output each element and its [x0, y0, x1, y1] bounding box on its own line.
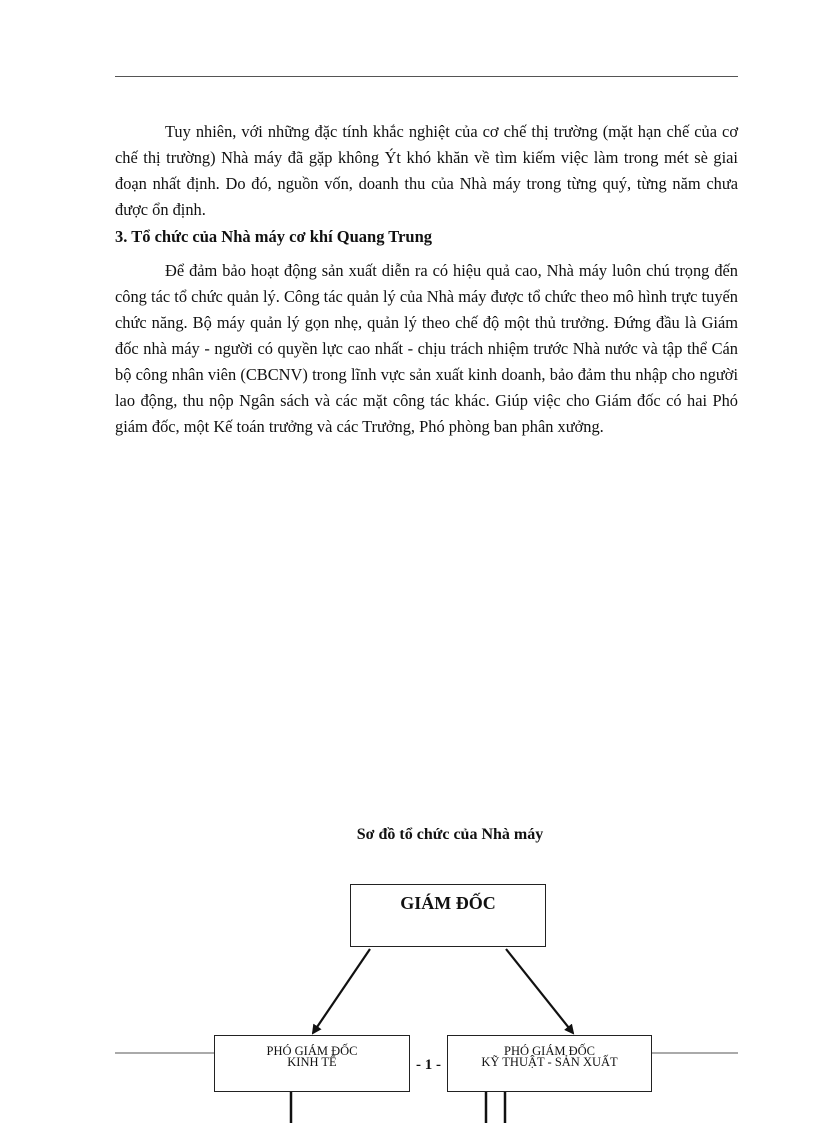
section-heading: 3. Tổ chức của Nhà máy cơ khí Quang Trung [115, 227, 433, 246]
arrow-to-deputy-technical [506, 949, 573, 1033]
page-number: - 1 - [410, 1057, 447, 1074]
paragraph-organization: Để đảm bảo hoạt động sản xuất diễn ra có hiệu quả cao, Nhà máy luôn chú trọng đến công tác tổ chức quản lý. Công tác quản lý của Nhà máy được tổ chức theo mô hình trực tuyến chức năng. Bộ máy quản lý gọn nhẹ, quản lý theo chế độ một thủ trưởng. Đứng đầu là Giám đốc nhà máy - người có quyền lực cao nhất - chịu trách nhiệm trước Nhà nước và tập thể Cán bộ công nhân viên (CBCNV) trong lĩnh vực sản xuất kinh doanh, bảo đảm thu nhập cho người lao động, thu nộp Ngân sách và các mặt công tác khác. Giúp việc cho Giám đốc có hai Phó giám đốc, một Kế toán trưởng và các Trưởng, Phó phòng ban phân xưởng. [115, 261, 738, 436]
deputy-economic-line1: PHÓ GIÁM ĐỐC [266, 1044, 358, 1058]
deputy-economic-box [214, 1035, 410, 1092]
org-chart-title: Sơ đồ tổ chức của Nhà máy [356, 826, 544, 843]
deputy-technical-line2: KỸ THUẬT - SẢN XUẤT [481, 1055, 618, 1069]
arrow-to-deputy-economic [313, 949, 370, 1033]
deputy-technical-line1: PHÓ GIÁM ĐỐC [504, 1044, 595, 1058]
director-box [350, 884, 546, 947]
deputy-economic-line2: KINH TẾ [287, 1055, 337, 1069]
paragraph-intro: Tuy nhiên, với những đặc tính khắc nghiệt của cơ chế thị trường (mặt hạn chế của cơ chế thị trường) Nhà máy đã gặp không Ýt khó khăn về tìm kiếm việc làm trong mét sè giai đoạn nhất định. Do đó, nguồn vốn, doanh thu của Nhà máy trong từng quý, từng năm chưa được ổn định. [115, 122, 738, 219]
director-label: GIÁM ĐỐC [400, 893, 496, 913]
deputy-technical-box [447, 1035, 652, 1092]
